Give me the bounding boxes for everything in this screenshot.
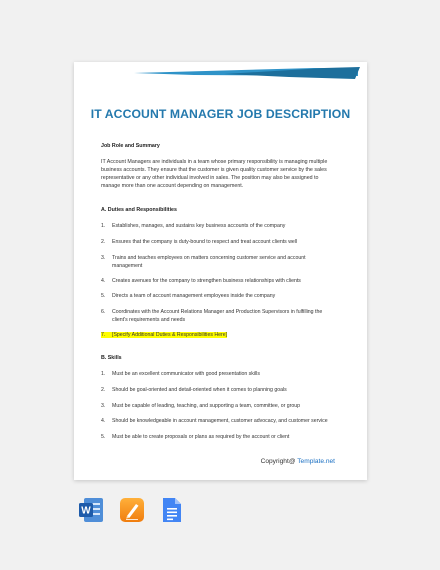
duty-item xyxy=(101,255,306,270)
duty-item xyxy=(101,309,322,324)
duty-number: 3. xyxy=(101,255,106,261)
skill-number: 3. xyxy=(101,403,106,409)
skill-number: 4. xyxy=(101,418,106,424)
duty-number: 2. xyxy=(101,239,106,245)
duty-item xyxy=(101,223,285,231)
skill-item xyxy=(101,418,328,426)
duty-text: Trains and teaches employees on matters concerning customer service and account xyxy=(112,255,306,261)
summary-line: business accounts. They ensure that the customer is given quality customer service by the sales xyxy=(101,167,327,173)
duty-item xyxy=(101,293,275,301)
duty-text: Creates avenues for the company to strengthen business relationships with clients xyxy=(112,278,301,284)
skill-number: 2. xyxy=(101,387,106,393)
duty-number: 7. xyxy=(101,332,106,338)
copyright-prefix: Copyright xyxy=(260,458,289,465)
skill-number: 5. xyxy=(101,434,106,440)
skill-number: 1. xyxy=(101,371,106,377)
skill-item xyxy=(101,403,300,411)
skill-text: Must be able to create proposals or plans as required by the account or client xyxy=(112,434,290,440)
duty-item-placeholder xyxy=(101,332,227,340)
skill-text: Must be an excellent communicator with good presentation skills xyxy=(112,371,260,377)
document-page xyxy=(74,62,367,480)
svg-text:W: W xyxy=(81,505,91,517)
duty-text: Coordinates with the Account Relations Manager and Production Supervisors in fulfilling the xyxy=(112,309,323,315)
copyright-mark: @ xyxy=(288,458,296,465)
google-docs-icon[interactable] xyxy=(157,496,185,524)
duty-number: 6. xyxy=(101,309,106,315)
duty-number: 4. xyxy=(101,278,106,284)
brand-link[interactable]: Template.net xyxy=(297,458,335,465)
duty-number: 1. xyxy=(101,223,106,229)
duty-text-continued: management xyxy=(112,262,143,269)
skill-item xyxy=(101,371,260,379)
summary-line: IT Account Managers are individuals in a team whose primary responsibility is managing multiple xyxy=(101,159,328,165)
copyright-footer xyxy=(261,458,335,465)
pages-icon[interactable] xyxy=(118,496,146,524)
summary-line: representative or any other individual involved in sales. The position may also be assigned to xyxy=(101,175,319,181)
skill-item xyxy=(101,434,289,442)
document-title: IT ACCOUNT MANAGER JOB DESCRIPTION xyxy=(90,107,351,121)
duty-item xyxy=(101,239,297,247)
duties-heading: A. Duties and Responsibilities xyxy=(101,207,177,213)
word-icon[interactable] xyxy=(77,496,105,524)
duty-text: [Specify Additional Duties & Responsibilities Here] xyxy=(112,332,228,338)
skill-item xyxy=(101,387,287,395)
role-heading: Job Role and Summary xyxy=(101,143,160,149)
duty-item xyxy=(101,278,301,286)
header-banner xyxy=(74,62,367,86)
skill-text: Should be goal-oriented and detail-oriented when it comes to planning goals xyxy=(112,387,287,393)
skill-text: Must be capable of leading, teaching, and supporting a team, committee, or group xyxy=(112,403,301,409)
summary-line: manage more than one account depending on management. xyxy=(101,183,244,189)
duty-number: 5. xyxy=(101,293,106,299)
duty-text: Directs a team of account management employees inside the company xyxy=(112,293,276,299)
duty-text: Ensures that the company is duty-bound to respect and treat account clients well xyxy=(112,239,298,245)
duty-text: Establishes, manages, and sustains key business accounts of the company xyxy=(112,223,286,229)
duty-text-continued: client's requirements and needs xyxy=(112,316,186,323)
skill-text: Should be knowledgeable in account management, customer advocacy, and customer service xyxy=(112,418,328,424)
skills-heading: B. Skills xyxy=(101,355,122,361)
